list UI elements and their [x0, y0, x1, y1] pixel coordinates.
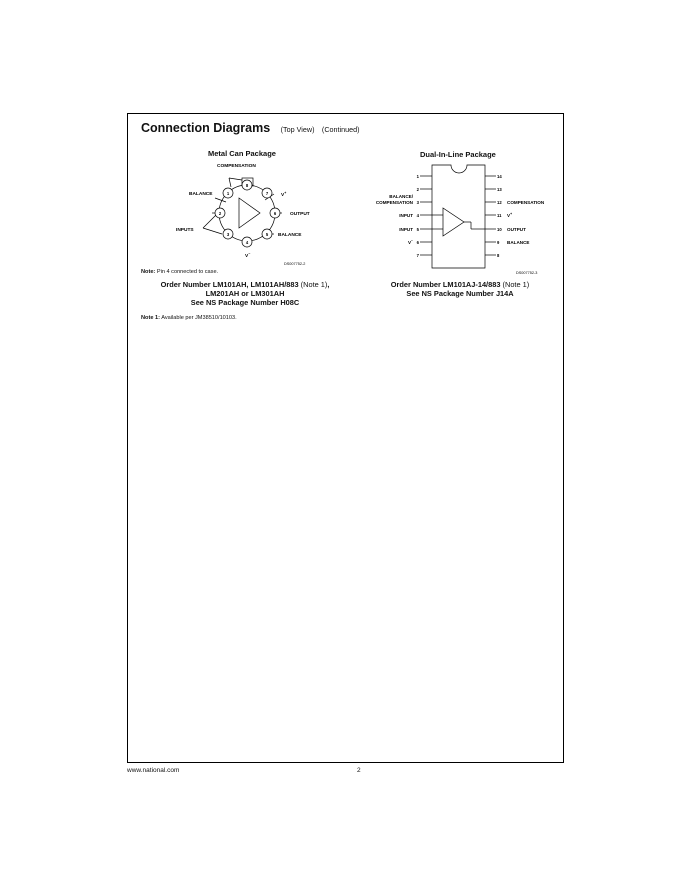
dip-pin-number: 13: [497, 187, 502, 192]
footnote: [141, 315, 237, 321]
label-inputs: INPUTS: [176, 228, 194, 233]
pin-label: 7: [265, 191, 269, 196]
dip-label-balance: BALANCE/: [389, 194, 413, 199]
dip-package-outline: [432, 165, 485, 268]
label-v-minus: V−: [245, 252, 251, 259]
pin-label: 3: [226, 232, 230, 237]
footer-website-link[interactable]: www.national.com: [127, 767, 180, 774]
pin-label: 4: [245, 240, 249, 245]
dip-label-output: OUTPUT: [507, 227, 526, 232]
dip-order-info: [360, 280, 560, 298]
label-v-plus: V+: [281, 191, 287, 198]
order-package: See NS Package Number H08C: [190, 298, 300, 307]
dip-label-v-plus: V+: [507, 212, 513, 218]
dip-pin-number: 3: [416, 200, 419, 205]
dip-pin-number: 2: [416, 187, 419, 192]
metal-can-note: [141, 269, 218, 275]
order-note-ref: (Note 1): [300, 280, 328, 289]
footnote-label: Note 1:: [141, 315, 160, 321]
label-balance-left: BALANCE: [189, 192, 213, 197]
pin-label: 2: [218, 211, 222, 216]
dip-pin-number: 5: [416, 227, 419, 232]
metal-can-order-info: [140, 280, 350, 307]
pin-label: 8: [245, 183, 249, 188]
dip-pin-number: 10: [497, 227, 502, 232]
pin-label: 6: [273, 211, 277, 216]
pin-label: 1: [226, 191, 230, 196]
dip-label-v-minus: V−: [407, 239, 413, 245]
dip-label-balance-right: BALANCE: [507, 240, 530, 245]
dip-pin-number: 12: [497, 200, 502, 205]
dip-pin-number: 11: [497, 213, 502, 218]
pin-label: 5: [265, 232, 269, 237]
page-number: 2: [357, 767, 361, 774]
dip-label-input-5: INPUT: [399, 227, 413, 232]
footnote-text: Available per JM38510/10103.: [161, 315, 237, 321]
dip-pin-number: 7: [416, 253, 419, 258]
dip-caption: Dual-In-Line Package: [420, 150, 496, 159]
section-heading: [141, 119, 359, 137]
section-title: Connection Diagrams: [141, 121, 271, 135]
metal-can-caption: Metal Can Package: [208, 149, 276, 158]
order-line: Order Number LM101AJ-14/883: [390, 280, 501, 289]
dip-pin-number: 6: [416, 240, 419, 245]
order-comma: ,: [327, 280, 330, 289]
note-text: Pin 4 connected to case.: [156, 269, 219, 275]
dip-amplifier-triangle: [443, 208, 464, 236]
amplifier-triangle: [239, 198, 260, 228]
order-package: See NS Package Number J14A: [406, 289, 514, 298]
dip-label-compensation: COMPENSATION: [507, 200, 545, 205]
metal-can-figure-id: DS007752-2: [284, 262, 306, 266]
order-line: Order Number LM101AH, LM101AH/883: [160, 280, 299, 289]
order-note-ref: (Note 1): [502, 280, 530, 289]
section-subtitle: (Top View): [280, 125, 315, 134]
dip-diagram: [370, 160, 550, 280]
section-continued: (Continued): [321, 125, 360, 134]
dip-label-input-4: INPUT: [399, 213, 413, 218]
order-line: LM201AH or LM301AH: [205, 289, 285, 298]
dip-pin-number: 8: [497, 253, 500, 258]
label-balance-right: BALANCE: [278, 233, 302, 238]
dip-pin-number: 4: [416, 213, 419, 218]
dip-pin-number: 9: [497, 240, 500, 245]
dip-pin-number: 1: [416, 174, 419, 179]
dip-pin-number: 14: [497, 174, 502, 179]
note-label: Note:: [141, 269, 156, 275]
label-compensation: COMPENSATION: [217, 164, 256, 169]
metal-can-diagram: [170, 158, 330, 270]
dip-figure-id: DS007752-3: [516, 271, 538, 275]
dip-label-compensation-left: COMPENSATION: [375, 200, 413, 205]
label-output: OUTPUT: [290, 212, 310, 217]
